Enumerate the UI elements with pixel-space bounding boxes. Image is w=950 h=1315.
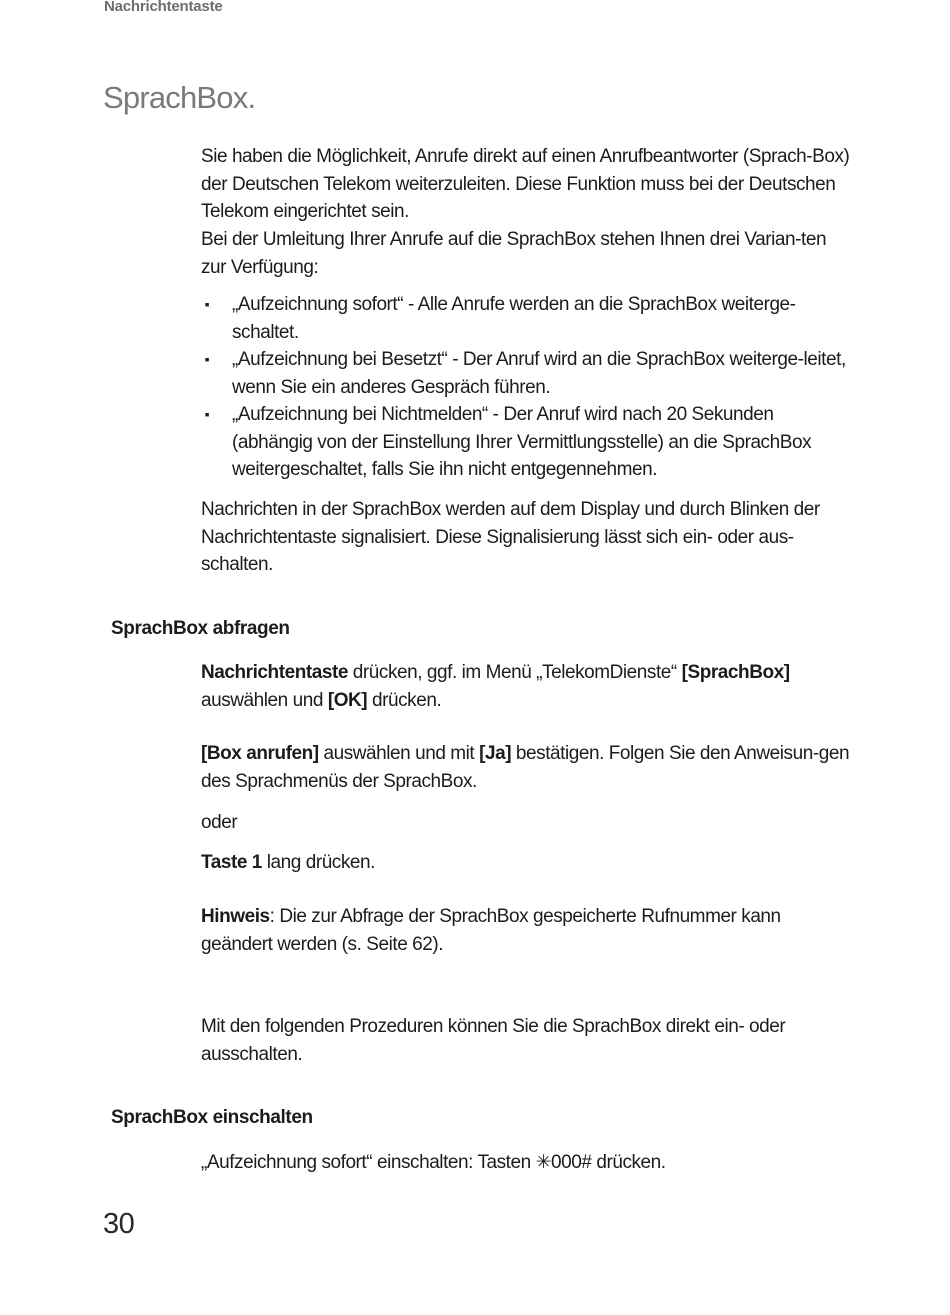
list-item [201,291,851,346]
page-title: SprachBox. [103,80,256,115]
query-step-3 [201,849,851,877]
or-separator: oder [201,812,238,833]
menu-item-label: [SprachBox] [681,662,790,683]
list-item-text: „Aufzeichnung bei Besetzt“ - Der Anruf wird an die SprachBox weiterge-leitet, wenn Sie ein anderes Gespräch führen. [232,349,846,398]
note-text: : Die zur Abfrage der SprachBox gespeicherte Rufnummer kann geändert werden (s. Seite 62). [201,906,781,955]
step-text: drücken, ggf. im Menü „TelekomDienste“ [347,662,682,683]
bullet-marker: ▪ [204,406,210,422]
list-item-text: „Aufzeichnung sofort“ - Alle Anrufe werden an die SprachBox weiterge-schaltet. [232,294,796,343]
note-label: Hinweis [201,906,270,927]
section-heading-enable: SprachBox einschalten [111,1107,313,1128]
key-label: Nachrichtentaste [201,662,348,683]
softkey-label: [Ja] [479,743,512,764]
softkey-label: [OK] [327,689,368,711]
step-text: auswählen und [201,689,328,711]
bullet-marker: ▪ [204,296,210,312]
query-step-1 [201,659,851,714]
list-item [201,401,851,484]
intro-paragraph: Sie haben die Möglichkeit, Anrufe direkt auf einen Anrufbeantworter (Sprach-Box) der Deutschen Telekom weiterzuleiten. Diese Funktion muss bei der Deutschen Telekom eingerichtet sein. [201,146,850,222]
section-heading-query: SprachBox abfragen [111,618,290,639]
page-number: 30 [103,1208,135,1240]
key-label: Taste 1 [201,852,262,873]
step-text: drücken. [367,689,442,711]
enable-instruction: „Aufzeichnung sofort“ einschalten: Tasten ✳000# drücken. [201,1152,666,1173]
list-item [201,346,851,401]
query-step-2 [201,740,851,795]
signal-paragraph: Nachrichten in der SprachBox werden auf dem Display und durch Blinken der Nachrichtentaste signalisiert. Diese Signalisierung lässt sich ein- oder aus-schalten. [201,499,820,575]
step-text: lang drücken. [261,852,375,873]
variants-intro-paragraph: Bei der Umleitung Ihrer Anrufe auf die SprachBox stehen Ihnen drei Varian-ten zur Verfügung: [201,229,827,278]
step-text: auswählen und mit [318,743,480,764]
step-text: bestätigen. Folgen Sie den Anweisun-gen des Sprachmenüs der SprachBox. [201,743,850,792]
note-paragraph [201,903,851,958]
running-header: Nachrichtentaste [104,0,223,15]
variants-list [201,291,851,484]
menu-item-label: [Box anrufen] [201,743,319,764]
bullet-marker: ▪ [204,351,210,367]
procedures-paragraph: Mit den folgenden Prozeduren können Sie die SprachBox direkt ein- oder ausschalten. [201,1016,786,1065]
list-item-text: „Aufzeichnung bei Nichtmelden“ - Der Anruf wird nach 20 Sekunden (abhängig von der Einstellung Ihrer Vermittlungsstelle) an die SprachBox weitergeschaltet, falls Sie ihn nicht entgegennehmen. [232,404,812,480]
